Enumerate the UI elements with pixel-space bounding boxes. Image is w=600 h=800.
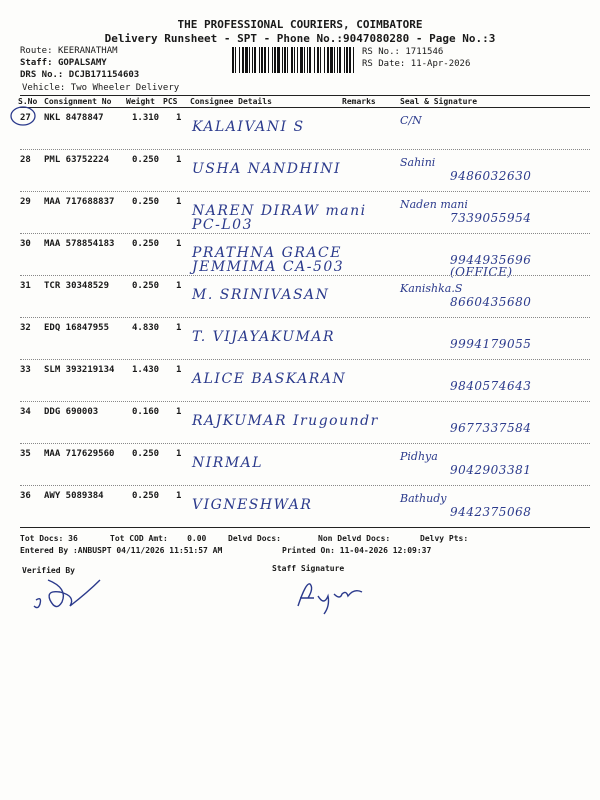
row-consignee-name: PRATHNA GRACE JEMMIMA CA-503 [192,245,345,275]
row-phone: 9442375068 [450,505,532,519]
table-row [20,486,590,528]
barcode-bar [337,47,338,73]
row-weight: 0.250 [132,281,160,291]
row-pcs: 1 [176,323,182,333]
row-pcs: 1 [176,449,182,459]
barcode-bar [287,47,288,73]
row-weight: 1.430 [132,365,160,375]
barcode-bar [274,47,276,73]
row-pcs: 1 [176,407,182,417]
row-pcs: 1 [176,113,182,123]
row-pcs: 1 [176,197,182,207]
barcode-bar [297,47,298,73]
row-signature: Pidhya [400,450,438,463]
row-phone: 9042903381 [450,463,532,477]
barcode-image [232,47,356,73]
barcode-bar [282,47,283,73]
row-sno: 27 [20,113,31,123]
row-signature: Kanishka.S [400,282,463,295]
col-sno: S.No [18,97,38,106]
table-row [20,234,590,279]
row-consignee-name: M. SRINIVASAN [192,287,330,303]
table-row [20,318,590,360]
verified-by-label: Verified By [22,566,75,575]
row-consignee-name: NIRMAL [192,455,264,471]
col-consignee: Consignee Details [190,97,272,106]
row-consignment: SLM 393219134 [44,365,115,375]
row-consignment: MAA 578854183 [44,239,115,249]
row-sno: 28 [20,155,31,165]
staff-signature-label: Staff Signature [272,564,345,573]
row-sno: 30 [20,239,31,249]
table-row [20,108,590,150]
row-signature: Bathudy [400,492,447,505]
barcode-bar [252,47,253,73]
barcode-bar [272,47,273,73]
row-pcs: 1 [176,281,182,291]
row-sno: 34 [20,407,31,417]
row-phone: 9944935696 (OFFICE) [450,253,532,279]
barcode-bar [324,47,325,73]
barcode-bar [330,47,333,73]
col-signature: Seal & Signature [400,97,478,106]
rs-date-value: 11-Apr-2026 [410,59,471,69]
barcode-bar [232,47,234,73]
row-weight: 0.250 [132,197,160,207]
row-weight: 0.250 [132,155,160,165]
col-pcs: PCS [163,97,178,106]
row-phone: 9994179055 [450,337,532,351]
table-row [20,444,590,486]
barcode-bar [334,47,335,73]
row-pcs: 1 [176,155,182,165]
circle-mark [8,105,38,127]
row-weight: 0.250 [132,239,160,249]
table-row [20,276,590,318]
route-line [20,46,118,56]
row-pcs: 1 [176,239,182,249]
barcode-bar [254,47,256,73]
row-consignment: TCR 30348529 [44,281,110,291]
barcode-bar [284,47,286,73]
delvy-pts: Delvy Pts: [420,534,469,543]
table-row [20,402,590,444]
table-row [20,150,590,192]
row-consignment: AWY 5089384 [44,491,104,501]
row-phone: 8660435680 [450,295,532,309]
row-sno: 36 [20,491,31,501]
staff-label: Staff: [20,58,53,68]
col-remarks: Remarks [342,97,376,106]
barcode-bar [346,47,348,73]
row-sno: 29 [20,197,31,207]
barcode-bar [339,47,341,73]
row-weight: 0.250 [132,449,160,459]
tot-docs: Tot Docs: 36 [20,534,78,543]
barcode-bar [259,47,260,73]
row-phone: 9840574643 [450,379,532,393]
row-consignee-name: NAREN DIRAW mani PC-L03 [192,203,367,233]
barcode-bar [277,47,280,73]
delvd-docs: Delvd Docs: [228,534,281,543]
vehicle-value: Two Wheeler Delivery [70,83,180,93]
staff-value: GOPALSAMY [57,58,107,68]
barcode-bar [291,47,293,73]
drs-label: DRS No.: [20,70,64,80]
rs-no-value: 1711546 [405,47,444,57]
barcode-bar [349,47,351,73]
row-weight: 4.830 [132,323,160,333]
row-consignee-name: ALICE BASKARAN [192,371,347,387]
barcode-bar [235,47,236,73]
route-label: Route: [20,46,53,56]
row-phone: 9486032630 [450,169,532,183]
barcode-bar [261,47,263,73]
row-weight: 0.250 [132,491,160,501]
row-weight: 0.160 [132,407,160,417]
row-consignment: MAA 717629560 [44,449,115,459]
printed-on: Printed On: 11-04-2026 12:09:37 [282,546,432,555]
barcode-bar [320,47,321,73]
row-consignment: NKL 8478847 [44,113,104,123]
barcode-bar [314,47,315,73]
row-pcs: 1 [176,365,182,375]
barcode-bar [239,47,240,73]
row-consignment: PML 63752224 [44,155,110,165]
row-signature: C/N [400,114,422,127]
staff-line [20,58,107,68]
row-phone: 9677337584 [450,421,532,435]
rs-no-line [362,47,443,57]
header-top-rule [20,95,590,96]
row-pcs: 1 [176,491,182,501]
col-consignment: Consignment No [44,97,112,106]
row-consignee-name: RAJKUMAR Irugoundr [192,413,379,429]
verified-signature [28,570,118,620]
barcode-bar [353,47,354,73]
table-row [20,360,590,402]
barcode-bar [327,47,329,73]
barcode-bar [264,47,266,73]
barcode-bar [294,47,295,73]
row-sno: 31 [20,281,31,291]
drs-line [20,70,139,80]
staff-signature [294,578,374,618]
row-consignment: DDG 690003 [44,407,99,417]
row-signature: Sahini [400,156,436,169]
rs-date-label: RS Date: [362,59,406,69]
barcode-bar [317,47,319,73]
barcode-bar [307,47,308,73]
row-consignee-name: T. VIJAYAKUMAR [192,329,335,345]
row-signature: Naden mani [400,198,468,211]
barcode-bar [268,47,269,73]
row-consignee-name: USHA NANDHINI [192,161,342,177]
barcode-bar [300,47,303,73]
row-consignment: MAA 717688837 [44,197,115,207]
runsheet-subtitle: Delivery Runsheet - SPT - Phone No.:9047080280 - Page No.:3 [104,32,496,45]
barcode-bar [344,47,345,73]
vehicle-line [22,83,179,93]
route-value: KEERANATHAM [57,46,118,56]
row-sno: 32 [20,323,31,333]
barcode-bar [249,47,250,73]
rs-date-line [362,59,470,69]
vehicle-label: Vehicle: [22,83,66,93]
col-weight: Weight [126,97,155,106]
row-sno: 33 [20,365,31,375]
row-sno: 35 [20,449,31,459]
footer-top-rule [20,527,590,528]
rs-no-label: RS No.: [362,47,400,57]
row-weight: 1.310 [132,113,160,123]
row-consignee-name: KALAIVANI S [192,119,305,135]
barcode-bar [245,47,248,73]
tot-cod: Tot COD Amt: 0.00 [110,534,207,543]
barcode-bar [309,47,311,73]
barcode-bar [304,47,305,73]
table-row [20,192,590,234]
row-consignee-name: VIGNESHWAR [192,497,313,513]
barcode-bar [242,47,244,73]
company-title: THE PROFESSIONAL COURIERS, COIMBATORE [177,18,423,31]
entered-by: Entered By :ANBUSPT 04/11/2026 11:51:57 AM [20,546,223,555]
non-delvd-docs: Non Delvd Docs: [318,534,391,543]
row-consignment: EDQ 16847955 [44,323,110,333]
drs-value: DCJB171154603 [68,70,140,80]
row-phone: 7339055954 [450,211,532,225]
